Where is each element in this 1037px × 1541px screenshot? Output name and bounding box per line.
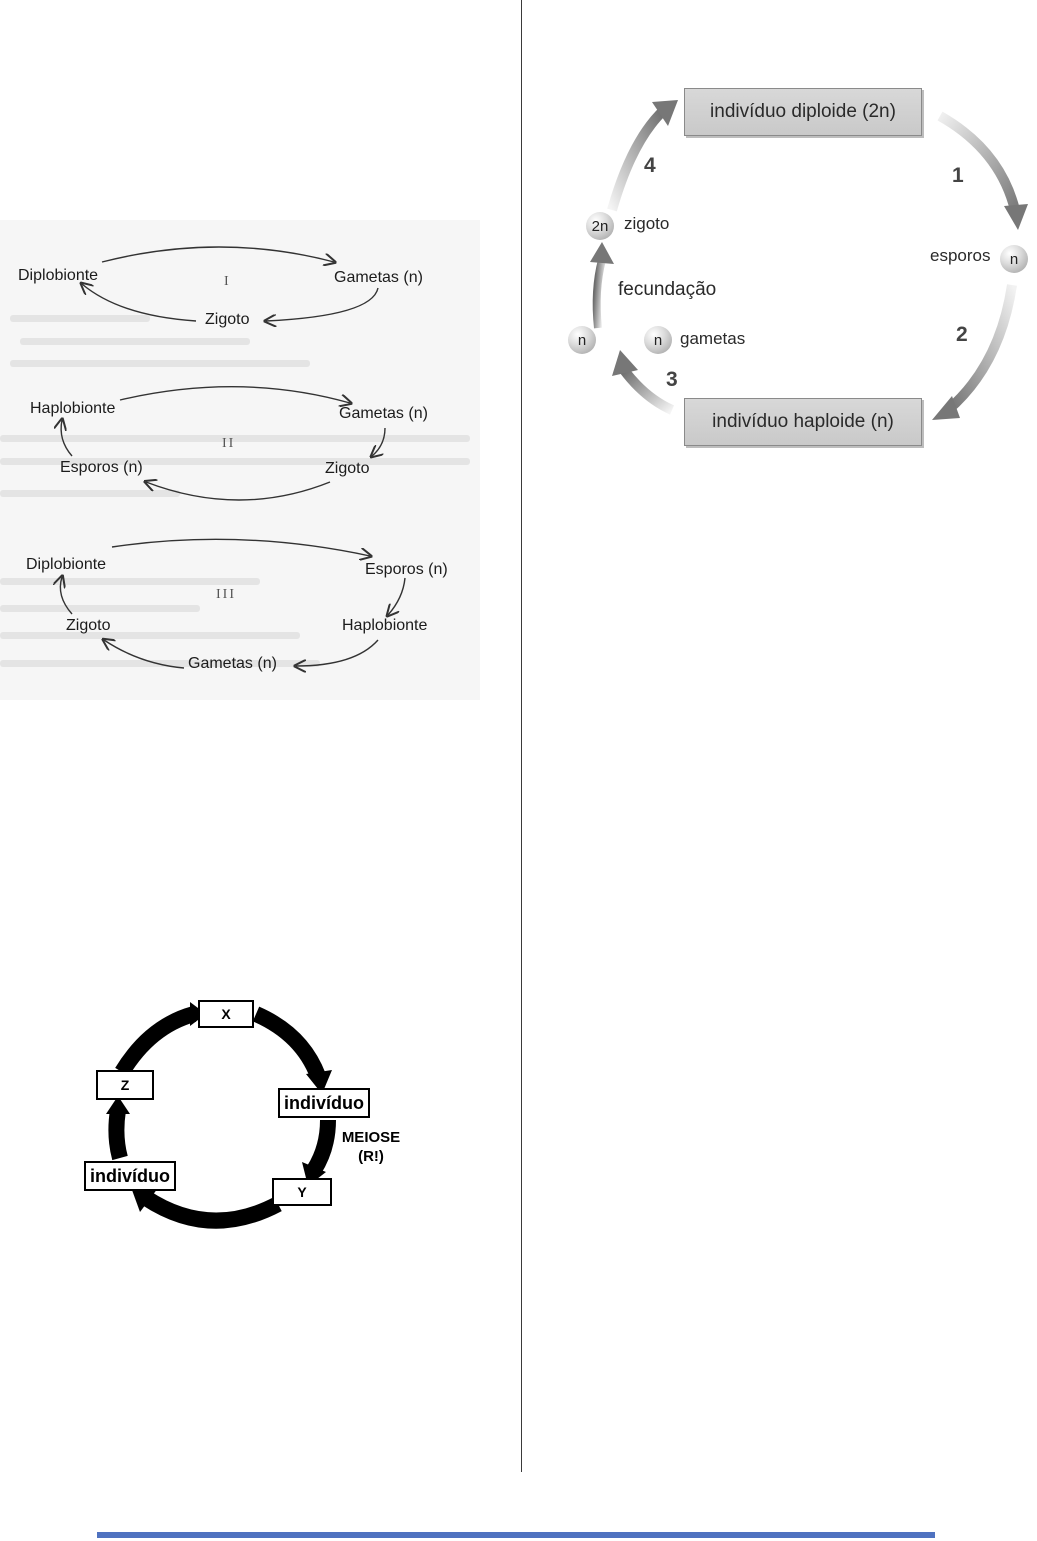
arrow-fecundacao-head <box>590 242 614 264</box>
footer-rule <box>97 1532 935 1538</box>
box-y <box>272 1178 332 1206</box>
arrow-esporos-to-haplobionte <box>61 420 72 456</box>
diploid-individual-box <box>684 88 922 136</box>
arrow-gametas-to-zigoto <box>266 288 378 321</box>
zigoto-label: zigoto <box>624 214 670 233</box>
arrow-gametas-to-zigoto <box>104 640 184 668</box>
cycle-iii-zigoto: Zigoto <box>66 617 111 634</box>
xyz-cycle-arrows <box>70 990 430 1250</box>
arrow-zigoto-to-diplobionte <box>60 577 72 614</box>
cycle-iii-number: III <box>216 587 236 602</box>
gametas-label: gametas <box>680 329 746 348</box>
meiose-label <box>334 1128 408 1166</box>
arrow-haplobionte-to-gametas <box>296 640 378 666</box>
esporo-ploidy: n <box>1009 250 1019 268</box>
cycle-i-gametas: Gametas (n) <box>334 269 423 286</box>
haploid-individual-label: indivíduo haploide (n) <box>712 411 894 432</box>
arrow-gametas-to-zigoto <box>372 428 385 456</box>
step-1-number: 1 <box>952 164 964 187</box>
arrow-zigoto-to-diplobionte <box>82 284 196 321</box>
cycle-iii-gametas: Gametas (n) <box>188 655 277 672</box>
step-3-number: 3 <box>666 368 678 391</box>
step-4-number: 4 <box>644 154 656 177</box>
box-x <box>198 1000 254 1028</box>
arrow-z-to-x <box>122 1014 194 1072</box>
cycle-ii-haplobionte: Haplobionte <box>30 400 116 417</box>
gamete-left-ploidy: n <box>577 331 587 349</box>
arrow-haplobionte-to-gametas <box>120 387 350 403</box>
arrow-individuo-to-y <box>314 1120 328 1170</box>
cycle-iii-diplobionte: Diplobionte <box>26 556 107 573</box>
box-individuo-left <box>84 1161 176 1191</box>
cycle-i-zigoto: Zigoto <box>205 311 250 328</box>
cycle-i-number: I <box>224 274 231 289</box>
alternation-of-generations-figure <box>560 80 1037 480</box>
arrow-y-to-individuo <box>146 1198 278 1221</box>
cycle-i-diplobionte: Diplobionte <box>18 267 99 284</box>
box-z <box>96 1070 154 1100</box>
cycle-ii-number: II <box>222 436 236 451</box>
haploid-individual-box <box>684 398 922 446</box>
meiose-title: MEIOSE <box>341 1129 401 1146</box>
box-individuo-right <box>278 1088 370 1118</box>
xyz-cycle-figure <box>70 990 430 1250</box>
step-2-number: 2 <box>956 323 968 346</box>
zigoto-ploidy: 2n <box>591 217 609 235</box>
esporo-ball <box>1000 245 1028 273</box>
gamete-ball-left <box>568 326 596 354</box>
arrow-1-head <box>1004 204 1028 230</box>
life-cycle-types-figure <box>0 220 480 700</box>
cycle-ii-esporos: Esporos (n) <box>60 459 143 476</box>
column-divider <box>521 0 522 1472</box>
gamete-right-ploidy: n <box>653 331 663 349</box>
arrow-esporos-to-haplobionte <box>388 578 405 615</box>
arrow-x-to-individuo <box>256 1014 318 1076</box>
cycle-iii-haplobionte: Haplobionte <box>342 617 428 634</box>
arrow-3-head <box>612 350 638 376</box>
box-z-label: Z <box>120 1077 130 1093</box>
esporos-label: esporos <box>930 246 991 265</box>
box-y-label: Y <box>297 1184 307 1200</box>
arrow-diplobionte-to-gametas <box>102 247 334 262</box>
arrow-individuo-to-z <box>116 1110 120 1158</box>
arrow-diplobionte-to-esporos <box>112 539 370 556</box>
arrow-2-mitosis <box>948 285 1012 410</box>
arrow-zigoto-to-esporos <box>146 482 330 500</box>
gamete-ball-right <box>644 326 672 354</box>
arrow-4-development <box>612 110 664 210</box>
cycle-iii-esporos: Esporos (n) <box>365 561 448 578</box>
arrow-1-meiosis <box>940 116 1015 210</box>
box-x-label: X <box>221 1006 231 1022</box>
arrow-fecundacao <box>597 260 602 328</box>
diploid-individual-label: indivíduo diploide (2n) <box>710 101 896 122</box>
cycle-ii-zigoto: Zigoto <box>325 460 370 477</box>
meiose-note: (R!) <box>358 1148 384 1165</box>
arrow-3-gametogenesis <box>624 370 672 410</box>
fecundacao-label: fecundação <box>618 279 717 300</box>
cycle-ii-gametas: Gametas (n) <box>339 405 428 422</box>
zigoto-ball <box>586 212 614 240</box>
box-individuo-left-label: indivíduo <box>90 1165 170 1186</box>
box-individuo-right-label: indivíduo <box>284 1092 364 1113</box>
